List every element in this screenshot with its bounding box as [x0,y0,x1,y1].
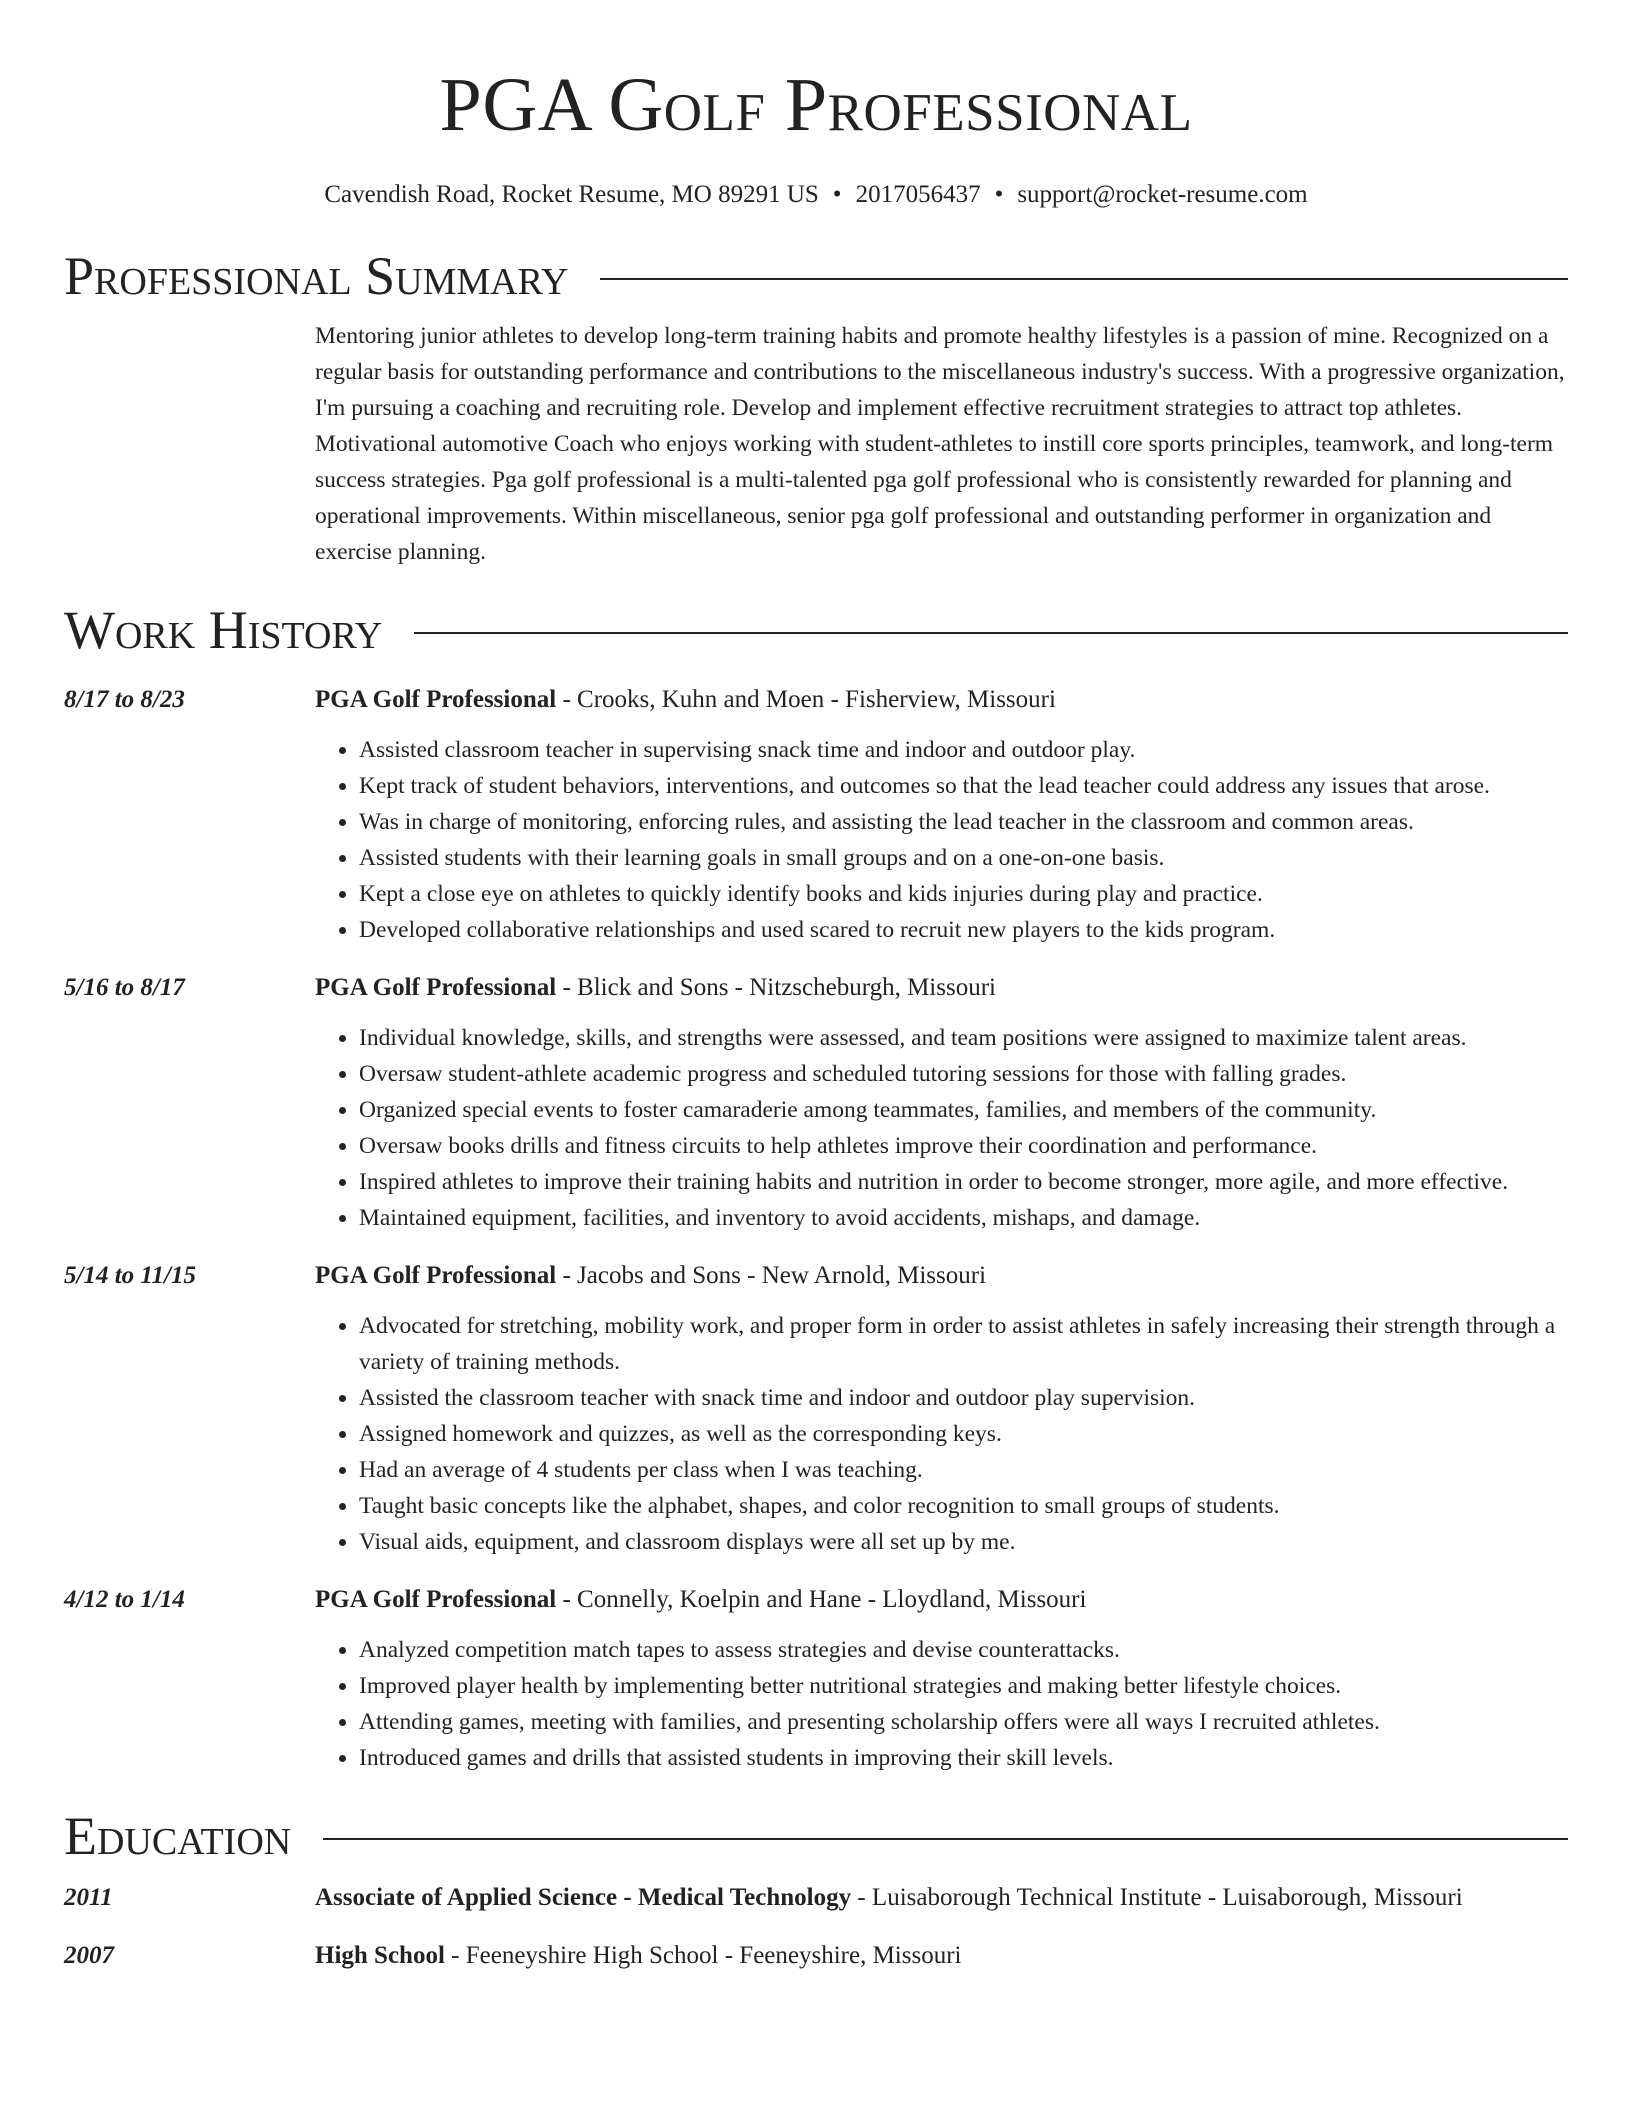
candidate-name: PGA Golf Professional [439,63,1193,147]
job-role: PGA Golf Professional [315,686,557,713]
contact-line [64,178,1568,212]
job-employer: - Jacobs and Sons - New Arnold, Missouri [556,1262,987,1289]
job-role: PGA Golf Professional [315,1262,557,1289]
job-date: 5/14 to 11/15 [64,1262,196,1289]
contact-separator: • [994,181,1004,208]
job-bullets [315,1632,1568,1776]
job-header [64,970,1568,1006]
job-entry [64,1582,1568,1776]
education-section [64,1806,1568,1974]
job-employer: - Blick and Sons - Nitzscheburgh, Missouri [556,974,996,1001]
job-title-line [315,970,996,1006]
job-header [64,1582,1568,1618]
list-item: • Improved player health by implementing better nutritional strategies and making better lifestyle choices. [359,1668,1568,1704]
list-item: • Was in charge of monitoring, enforcing rules, and assisting the lead teacher in the classroom and common areas. [359,804,1568,840]
education-institution: - Feeneyshire High School - Feeneyshire, Missouri [444,1942,962,1969]
list-item: • Individual knowledge, skills, and strengths were assessed, and team positions were assigned to maximize talent areas. [359,1020,1568,1056]
job-bullets [315,1020,1568,1236]
education-title: Education [64,1806,292,1866]
job-entry [64,1258,1568,1560]
job-employer: - Crooks, Kuhn and Moen - Fisherview, Missouri [556,686,1056,713]
summary-text: Mentoring junior athletes to develop long-term training habits and promote healthy lifestyles is a passion of mine. Recognized on a regular basis for outstanding performance and contributions to the miscellaneous industry's success. With a progressive organization, I'm pursuing a coaching and recruiting role. Develop and implement effective recruitment strategies to attract top athletes. Motivational automotive Coach who enjoys working with student-athletes to instill core sports principles, teamwork, and long-term success strategies. Pga golf professional is a multi-talented pga golf professional who is consistently rewarded for planning and operational improvements. Within miscellaneous, senior pga golf professional and outstanding performer in organization and exercise planning. [315,323,1565,565]
job-entry [64,970,1568,1236]
list-item: • Assisted the classroom teacher with snack time and indoor and outdoor play supervision. [359,1380,1568,1416]
job-title-line [315,1258,986,1294]
contact-address: Cavendish Road, Rocket Resume, MO 89291 US [324,181,819,208]
job-role: PGA Golf Professional [315,1586,557,1613]
list-item: • Maintained equipment, facilities, and inventory to avoid accidents, mishaps, and damage. [359,1200,1568,1236]
education-date: 2011 [64,1884,113,1911]
list-item: • Developed collaborative relationships and used scared to recruit new players to the kids program. [359,912,1568,948]
list-item: • Advocated for stretching, mobility work, and proper form in order to assist athletes in safely increasing their strength through a variety of training methods. [359,1308,1568,1380]
list-item: • Visual aids, equipment, and classroom displays were all set up by me. [359,1524,1568,1560]
contact-email: support@rocket-resume.com [1017,181,1308,208]
job-bullets [315,732,1568,948]
list-item: • Oversaw student-athlete academic progress and scheduled tutoring sessions for those with falling grades. [359,1056,1568,1092]
job-bullets [315,1308,1568,1560]
list-item: • Had an average of 4 students per class when I was teaching. [359,1452,1568,1488]
list-item: • Introduced games and drills that assisted students in improving their skill levels. [359,1740,1568,1776]
education-degree: Associate of Applied Science - Medical Technology [315,1884,852,1911]
education-date: 2007 [64,1942,114,1969]
work-history-section [64,600,1568,1776]
job-date: 4/12 to 1/14 [64,1586,185,1613]
education-degree: High School [315,1942,445,1969]
contact-phone: 2017056437 [855,181,981,208]
job-entry [64,682,1568,948]
list-item: • Organized special events to foster camaraderie among teammates, families, and members of the community. [359,1092,1568,1128]
list-item: • Attending games, meeting with families, and presenting scholarship offers were all ways I recruited athletes. [359,1704,1568,1740]
section-divider [600,278,1568,280]
job-title-line [315,682,1056,718]
list-item: • Taught basic concepts like the alphabet, shapes, and color recognition to small groups of students. [359,1488,1568,1524]
work-history-header [64,600,1568,660]
job-date: 8/17 to 8/23 [64,686,185,713]
job-employer: - Connelly, Koelpin and Hane - Lloydland, Missouri [556,1586,1087,1613]
education-entry [64,1938,1568,1974]
list-item: • Inspired athletes to improve their training habits and nutrition in order to become stronger, more agile, and more effective. [359,1164,1568,1200]
section-divider [323,1838,1568,1840]
contact-separator: • [832,181,842,208]
list-item: • Kept track of student behaviors, interventions, and outcomes so that the lead teacher could address any issues that arose. [359,768,1568,804]
summary-section [64,246,1568,570]
job-header [64,1258,1568,1294]
job-role: PGA Golf Professional [315,974,557,1001]
education-entry [64,1880,1568,1916]
education-line [315,1880,1463,1916]
list-item: • Kept a close eye on athletes to quickly identify books and kids injuries during play and practice. [359,876,1568,912]
list-item: • Oversaw books drills and fitness circuits to help athletes improve their coordination and performance. [359,1128,1568,1164]
job-header [64,682,1568,718]
summary-title: Professional Summary [64,246,569,306]
education-institution: - Luisaborough Technical Institute - Luisaborough, Missouri [851,1884,1463,1911]
list-item: • Analyzed competition match tapes to assess strategies and devise counterattacks. [359,1632,1568,1668]
job-title-line [315,1582,1086,1618]
education-line [315,1938,961,1974]
summary-header [64,246,1568,306]
list-item: • Assisted students with their learning goals in small groups and on a one-on-one basis. [359,840,1568,876]
list-item: • Assisted classroom teacher in supervising snack time and indoor and outdoor play. [359,732,1568,768]
education-header [64,1806,1568,1866]
work-history-title: Work History [64,600,383,660]
job-date: 5/16 to 8/17 [64,974,185,1001]
section-divider [414,632,1568,634]
list-item: • Assigned homework and quizzes, as well as the corresponding keys. [359,1416,1568,1452]
